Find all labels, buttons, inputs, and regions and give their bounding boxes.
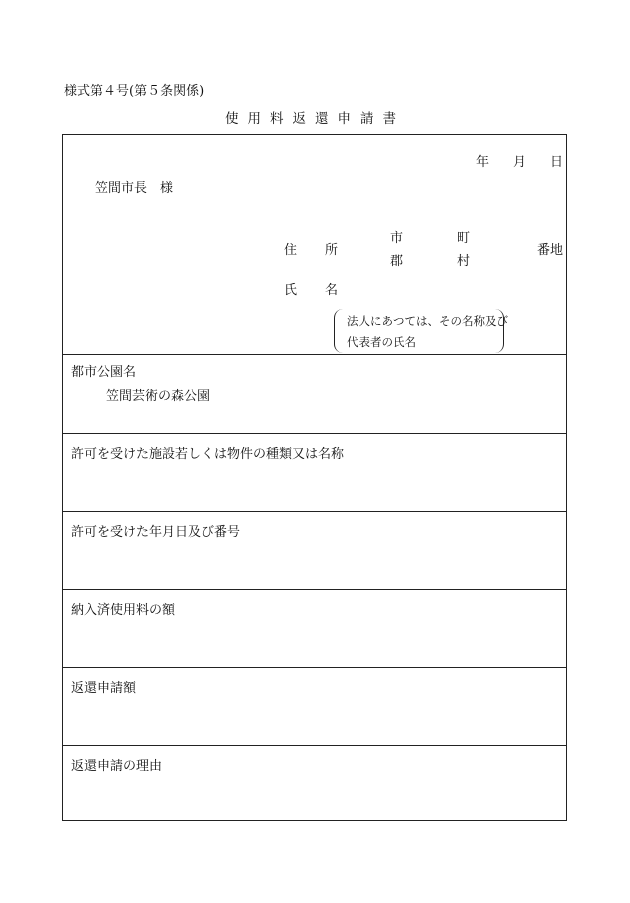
form-title: 使用料返還申請書 — [225, 111, 405, 127]
date-month: 月 — [513, 155, 527, 170]
applicant-section — [63, 135, 566, 354]
city-label: 市 — [390, 231, 404, 246]
permit-label: 許可を受けた年月日及び番号 — [71, 525, 241, 540]
facility-section — [63, 433, 566, 511]
corporate-note-line1: 法人にあつては、その名称及び — [347, 314, 508, 328]
paid-fee-section — [63, 589, 566, 667]
banchi-label: 番地 — [537, 243, 564, 258]
application-form-frame — [62, 134, 567, 821]
park-section — [63, 354, 566, 433]
address-label: 住所 — [284, 243, 367, 258]
county-label: 郡 — [390, 254, 404, 269]
date-year: 年 — [476, 155, 490, 170]
village-label: 村 — [457, 254, 471, 269]
paid-fee-label: 納入済使用料の額 — [71, 603, 176, 618]
addressee: 笠間市長 様 — [95, 181, 174, 196]
name-label: 氏名 — [284, 283, 367, 298]
corporate-note-bracket — [334, 309, 508, 353]
park-label: 都市公園名 — [71, 365, 137, 380]
park-name: 笠間芸術の森公園 — [106, 389, 211, 404]
corporate-note-line2: 代表者の氏名 — [347, 335, 416, 349]
reason-label: 返還申請の理由 — [71, 759, 163, 774]
town-label: 町 — [457, 231, 471, 246]
permit-section — [63, 511, 566, 589]
refund-amount-section — [63, 667, 566, 745]
refund-amount-label: 返還申請額 — [71, 681, 137, 696]
facility-label: 許可を受けた施設若しくは物件の種類又は名称 — [71, 447, 345, 462]
date-day: 日 — [550, 155, 564, 170]
form-number: 様式第４号(第５条関係) — [64, 84, 205, 99]
reason-section — [63, 745, 566, 820]
